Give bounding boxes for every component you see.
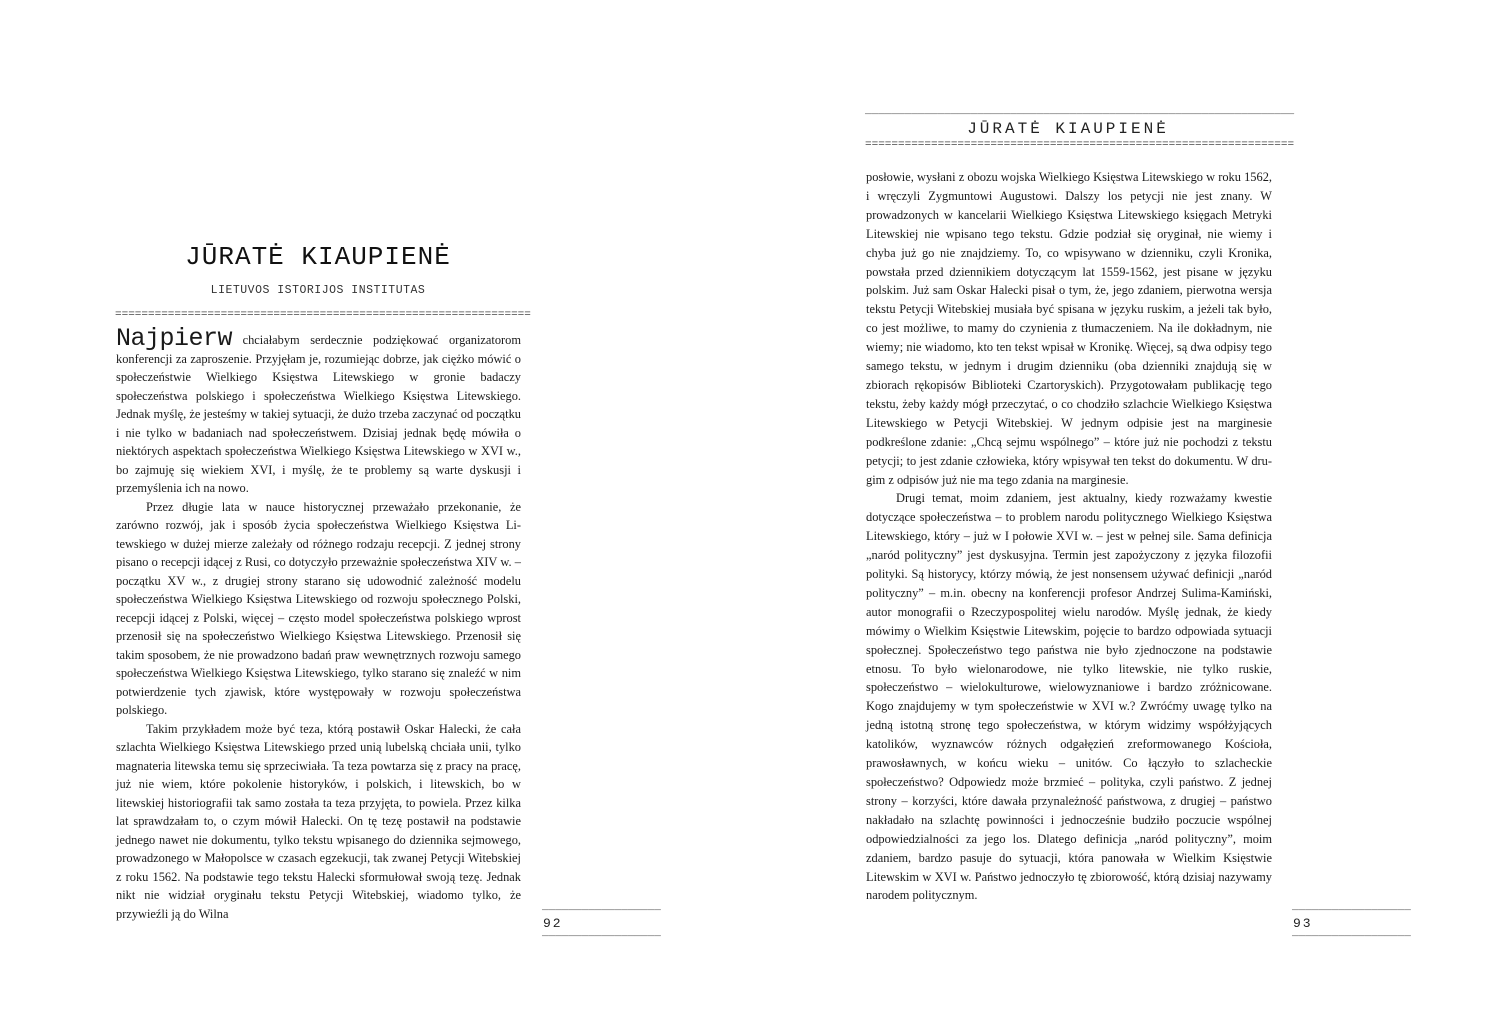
folio-rule-bottom: __________________ (542, 927, 661, 939)
folio-rule-bottom: __________________ (1292, 927, 1411, 939)
right-body-text (866, 168, 1272, 905)
left-paragraph-2: Przez długie lata w nauce historycznej przeważało przekonanie, że zarówno rozwój, jak i sposób życia społeczeństwa Wielkiego Księstwa Litewskiego w dużej mierze zależały od różnego rodzaju recepcji. Z jednej strony pisano o recepcji idącej z Rusi, co dotyczyło przeważnie społeczeństwa XIV w. – początku XV w., z drugiej strony starano się udowodnić zależność modelu społeczeństwa Wielkiego Księstwa Litewskiego od rozwoju społecznego Polski, recepcji idącej z Polski, więcej – często model społeczeństwa polskiego wprost przenosił się na społeczeństwo Wielkiego Księstwa Litewskiego. Przenosił się takim sposobem, że nie prowadzono badań praw wewnętrznych rozwoju samego społeczeństwa Wielkiego Księstwa Litewskiego, tylko starano się znaleźć w nim potwierdzenie tych zjawisk, które występowały w rozwoju społeczeństwa polskiego. (116, 499, 521, 717)
running-head-rule-bottom: ================================================================= (865, 139, 1295, 151)
running-head: JŪRATĖ KIAUPIENĖ (967, 120, 1169, 138)
right-paragraph-2: Drugi temat, moim zdaniem, jest aktualny, kiedy rozważamy kwestie dotyczące społeczeństwa – to problem narodu politycznego Wielkiego Księstwa Litewskiego, który – już w I połowie XVI w. – jest w pełnej sile. Sama definicja „naród polityczny” jest dyskusyjna. Termin jest zapożyczony z języka filozofii polityki. Są historycy, którzy mówią, że jest nonsensem używać definicji „naród polityczny” – m.in. obecny na konferencji profesor Andrzej Sulima-Kamiński, autor monografii o Rzeczypospolitej wielu narodów. Myślę jednak, że kiedy mówimy o Wielkim Księstwie Litewskim, pojęcie to bardzo odpowiada sytuacji społecznej. Społeczeństwo tego państwa nie było zjednoczone na podstawie etnosu. To było wielonarodowe, nie tylko litewskie, nie tylko ruskie, społeczeństwo – wielokulturowe, wielowyznaniowe i bardzo zróżnicowane. Kogo znajdujemy w tym społeczeństwie w XVI w.? Zwróćmy uwagę tylko na jedną istotną stronę tego społeczeństwa, w którym widzimy współżyjących katolików, wyznawców różnych odgałęzień zreformowanego Kościoła, prawosławnych, w końcu wieku – unitów. Co łączyło to szlacheckie społeczeństwo? Odpowiedz może brzmieć – polityka, czyli państwo. Z jednej strony – korzyści, które dawała przynależność państwowa, z drugiej – państwo nakładało na szlachtę powinności i jednocześnie budziło poczucie wspólnej odpowiedzialności za jego los. Dlatego definicja „naród polityczny”, moim zdaniem, bardzo pasuje do sytuacji, która panowała w Wielkim Księstwie Litewskim w XVI w. Państwo jednoczyło tę zbiorowość, którą dzisiaj nazywamy narodem politycznym. (866, 491, 1272, 903)
folio-rule-top: __________________ (1292, 901, 1411, 913)
page-number: 92 (543, 916, 563, 931)
right-paragraph-1: posłowie, wysłani z obozu wojska Wielkiego Księstwa Litewskiego w roku 1562, i wręczyli Zygmuntowi Augustowi. Dalszy los petycji nie jest znany. W prowadzonych w kancelarii Wielkiego Księstwa Litewskiego księgach Metryki Litewskiej nie wpisano tego tekstu. Gdzie podział się oryginał, nie wiemy i chyba już go nie znajdziemy. To, co wpisywano w dzienniku, czyli Kronika, powstała przed dziennikiem dotyczącym lat 1559-1562, jest pisane w języku polskim. Już sam Oskar Halecki pisał o tym, że, jego zdaniem, pierwotna wersja tekstu Petycji Witebskiej musiała być spisana w języku ruskim, a jeżeli tak było, co jest możliwe, to mamy do czynienia z tłumaczeniem. Na ile dokładnym, nie wiemy; nie wiadomo, kto ten tekst wpisał w Kronikę. Więcej, są dwa odpisy tego samego tekstu, w jednym i drugim dzienniku (oba dzienniki znajdują się w zbiorach rękopisów Biblioteki Czartoryskich). Przygotowałam publikację tego tekstu, żeby każdy mógł przeczytać, o co chodziło szlachcie Wielkiego Księstwa Litewskiego w Petycji Witebskiej. W jednym odpisie jest na marginesie podkreślone zdanie: „Chcą sejmu wspólnego” – które już nie pochodzi z tekstu petycji; to jest zdanie człowieka, który wpisywał ten tekst do dokumentu. W drugim z odpisów już nie ma tego zdania na marginesie. (866, 170, 1272, 487)
left-body-text (116, 324, 521, 923)
institute-name: LIETUVOS ISTORIJOS INSTITUTAS (210, 284, 426, 297)
author-name: JŪRATĖ KIAUPIENĖ (185, 242, 451, 272)
folio-rule-top: __________________ (542, 901, 661, 913)
opening-word: Najpierw (116, 324, 233, 353)
left-paragraph-3: Takim przykładem może być teza, którą postawił Oskar Halecki, że cała szlachta Wielkiego Księstwa Litewskiego przed unią lubelską chciała unii, tylko magnateria litewska temu się sprzeciwiała. Ta teza powtarza się z pracy na pracę, już nie wiem, które pokolenie historyków, i polskich, i litewskich, bo w litewskiej historiografii tak samo została ta teza przyjęta, to powiela. Przez kilka lat sprawdzałam to, o czym mówił Halecki. On tę tezę postawił na podstawie jednego nawet nie dokumentu, tylko tekstu wpisanego do dziennika sejmowego, prowadzonego w Małopolsce w czasach egzekucji, tak zwanej Petycji Witebskiej z roku 1562. Na podstawie tego tekstu Halecki sformułował swoją tezę. Jednak nikt nie widział oryginału tekstu Petycji Witebskiej, wiadomo tylko, że przywieźli ją do Wilna (116, 721, 521, 921)
left-paragraph-1-text: chciałabym serdecznie podziękować organizatorom konferencji za zaproszenie. Przyjęłam je, rozumiejąc dobrze, jak ciężko mówić o społeczeństwie Wielkiego Księstwa Litewskiego w gronie badaczy społeczeństwa polskiego i społeczeństwa Wielkiego Księstwa Litewskiego. Jednak myślę, że jesteśmy w takiej sytuacji, że dużo trzeba zaczynać od początku i nie tylko w badaniach nad społeczeństwem. Dzisiaj jednak będę mówiła o niektórych aspektach społeczeństwa Wielkiego Księstwa Litewskiego w XVI w., bo zajmuję się wiekiem XVI, i myślę, że te problemy są warte dyskusji i przemyślenia ich na nowo. (116, 333, 521, 495)
left-paragraph-1 (116, 324, 521, 498)
page-number: 93 (1293, 916, 1313, 931)
right-page (750, 0, 1500, 1033)
title-rule: =============================================================== (115, 309, 531, 321)
running-head-rule-top: _________________________________________________________________ (865, 105, 1295, 117)
